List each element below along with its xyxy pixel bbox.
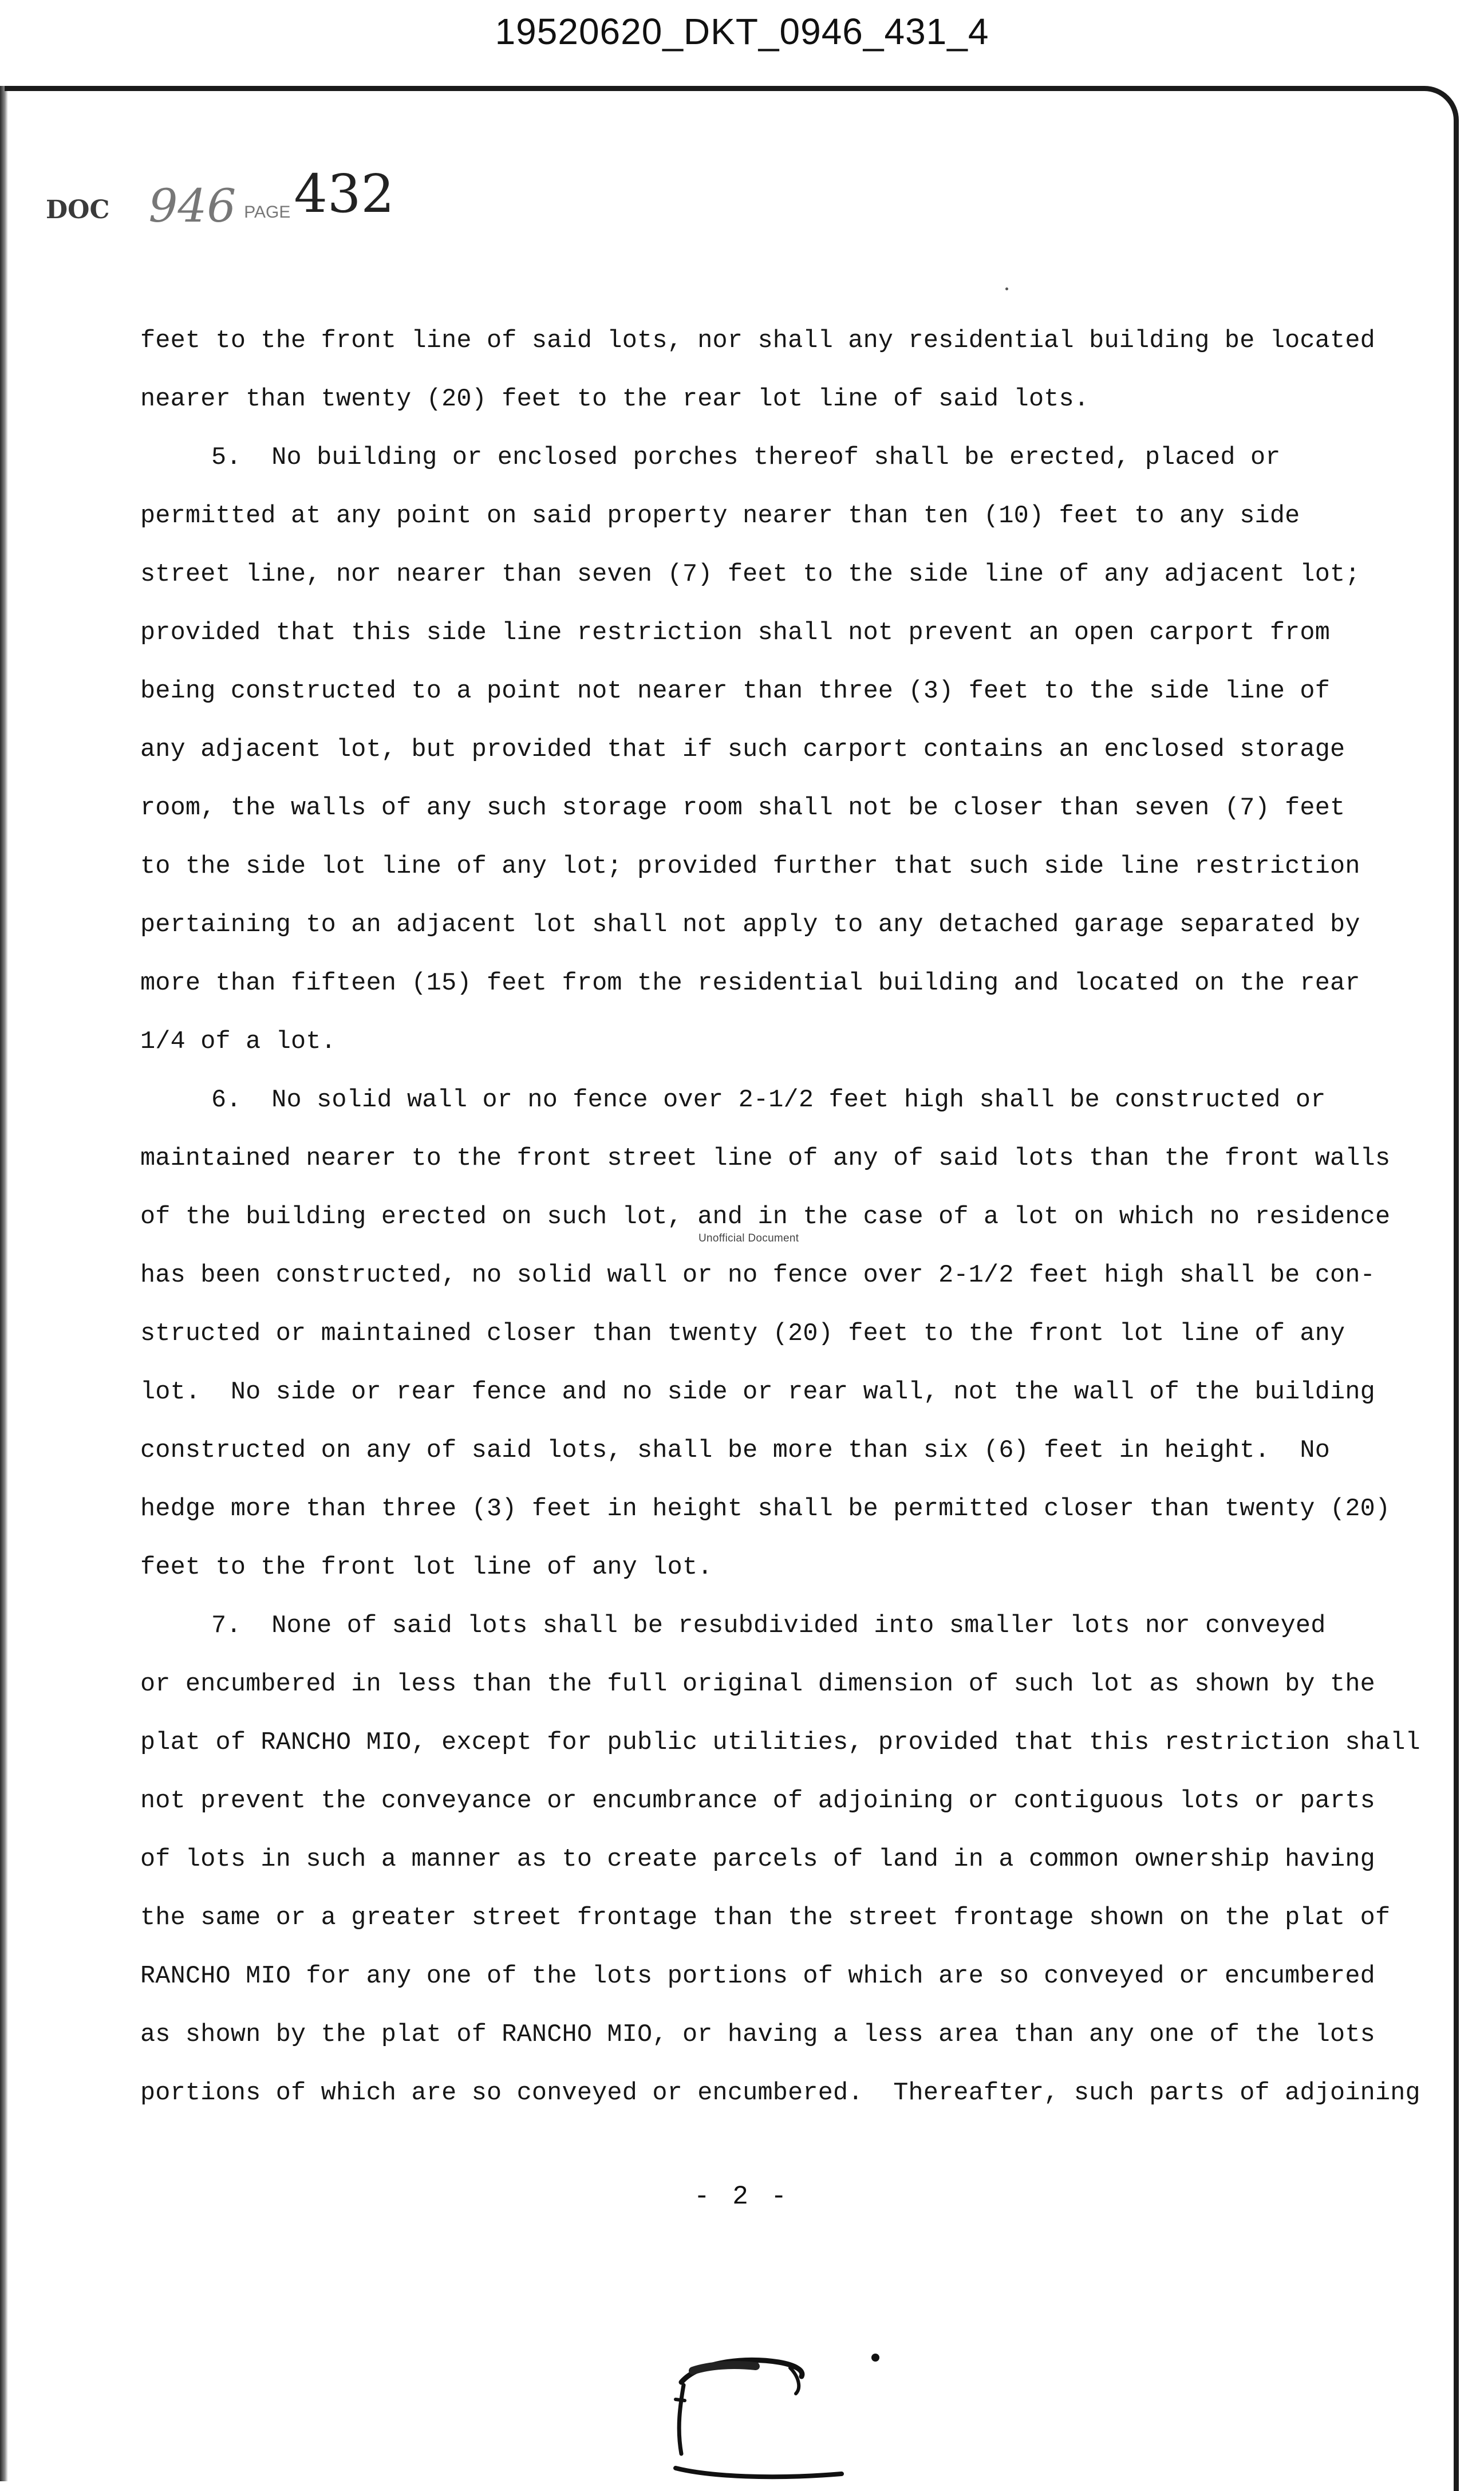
body-line: the same or a greater street frontage than the street frontage shown on the plat of xyxy=(140,1904,1391,1932)
body-line: 6. No solid wall or no fence over 2-1/2 feet high shall be constructed or xyxy=(211,1086,1326,1114)
body-line: or encumbered in less than the full original dimension of such lot as shown by the xyxy=(140,1670,1375,1698)
body-line: lot. No side or rear fence and no side or rear wall, not the wall of the building xyxy=(140,1378,1375,1406)
document-id-header: 19520620_DKT_0946_431_4 xyxy=(495,11,989,52)
body-line: portions of which are so conveyed or encumbered. Thereafter, such parts of adjoining xyxy=(140,2079,1420,2107)
stamp-prefix: DOC xyxy=(46,195,110,224)
body-line: any adjacent lot, but provided that if such carport contains an enclosed storage xyxy=(140,736,1345,764)
recording-stamp xyxy=(46,149,394,235)
body-line: structed or maintained closer than twenty (20) feet to the front lot line of any xyxy=(140,1320,1345,1348)
stamp-book-number: 946 xyxy=(148,179,236,232)
body-line: maintained nearer to the front street line of any of said lots than the front walls xyxy=(140,1145,1391,1173)
body-line: 1/4 of a lot. xyxy=(140,1028,336,1056)
body-line: of the building erected on such lot, and in the case of a lot on which no residence xyxy=(140,1203,1391,1231)
body-line: feet to the front line of said lots, nor shall any residential building be located xyxy=(140,327,1375,355)
stamp-page-label: PAGE xyxy=(244,203,291,222)
body-line: 5. No building or enclosed porches thereof shall be erected, placed or xyxy=(211,444,1281,472)
body-line: as shown by the plat of RANCHO MIO, or having a less area than any one of the lots xyxy=(140,2021,1375,2049)
body-line: provided that this side line restriction shall not prevent an open carport from xyxy=(140,619,1331,647)
scan-speck xyxy=(1005,287,1008,290)
body-line: pertaining to an adjacent lot shall not apply to any detached garage separated by xyxy=(140,911,1360,939)
body-line: of lots in such a manner as to create parcels of land in a common ownership having xyxy=(140,1846,1375,1874)
body-line: has been constructed, no solid wall or no fence over 2-1/2 feet high shall be con- xyxy=(140,1262,1375,1290)
body-line: hedge more than three (3) feet in height shall be permitted closer than twenty (20) xyxy=(140,1495,1391,1523)
body-line: to the side lot line of any lot; provided further that such side line restriction xyxy=(140,853,1360,881)
body-line: being constructed to a point not nearer than three (3) feet to the side line of xyxy=(140,677,1331,705)
body-line: nearer than twenty (20) feet to the rear lot line of said lots. xyxy=(140,385,1090,413)
body-line: feet to the front lot line of any lot. xyxy=(140,1554,713,1582)
body-line: plat of RANCHO MIO, except for public utilities, provided that this restriction shall xyxy=(140,1729,1420,1757)
body-line: room, the walls of any such storage room shall not be closer than seven (7) feet xyxy=(140,794,1345,822)
ink-dot xyxy=(871,2354,879,2362)
body-line: more than fifteen (15) feet from the residential building and located on the rear xyxy=(140,969,1360,998)
body-line: street line, nor nearer than seven (7) feet to the side line of any adjacent lot; xyxy=(140,561,1360,589)
unofficial-watermark: Unofficial Document xyxy=(698,1232,799,1244)
body-line: RANCHO MIO for any one of the lots portions of which are so conveyed or encumbered xyxy=(140,1962,1375,1991)
body-line: 7. None of said lots shall be resubdivided into smaller lots nor conveyed xyxy=(211,1612,1326,1640)
body-line: constructed on any of said lots, shall be more than six (6) feet in height. No xyxy=(140,1437,1331,1465)
body-line: not prevent the conveyance or encumbrance of adjoining or contiguous lots or parts xyxy=(140,1787,1375,1815)
body-text xyxy=(140,312,1420,2123)
stamp-page-number: 432 xyxy=(294,163,394,224)
body-line: permitted at any point on said property nearer than ten (10) feet to any side xyxy=(140,502,1300,530)
signature-mark xyxy=(658,2336,853,2481)
page-number: - 2 - xyxy=(693,2182,791,2212)
